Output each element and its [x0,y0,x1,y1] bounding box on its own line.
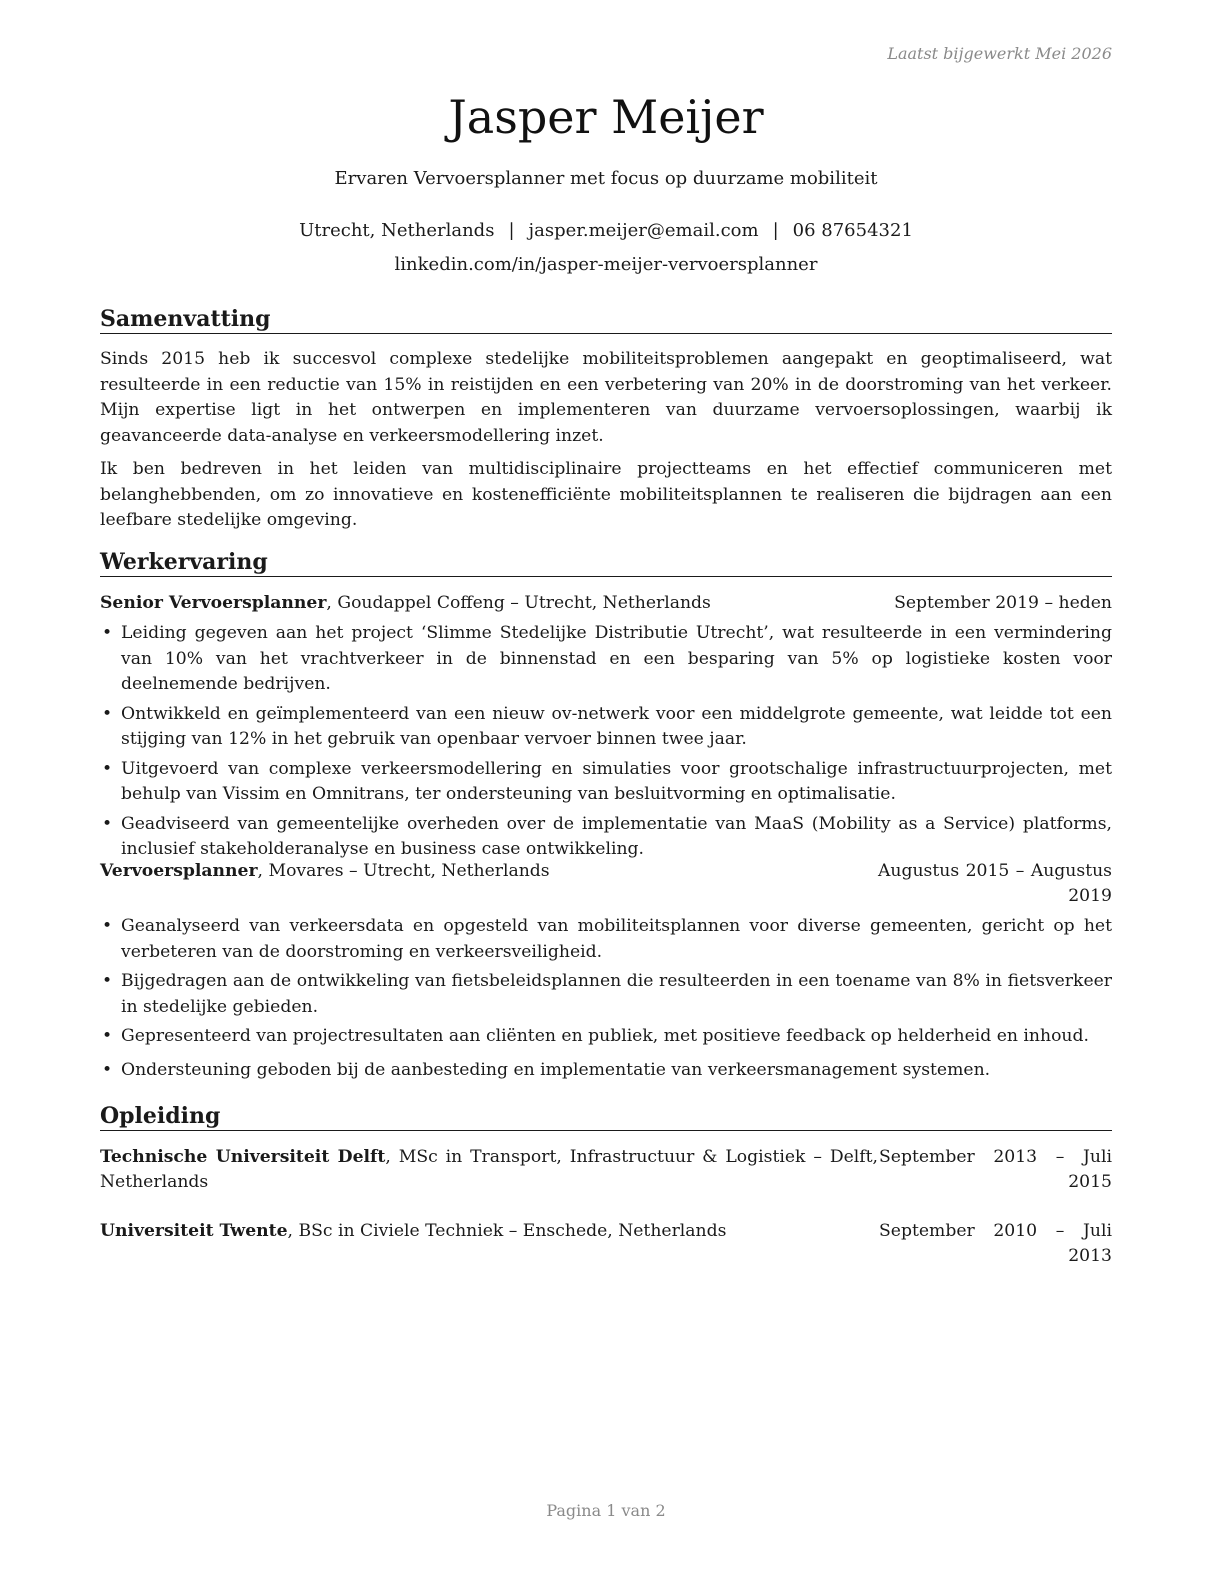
bullet-symbol: • [102,623,113,643]
job-title: Vervoersplanner [100,861,258,881]
contact-separator: | [508,220,515,241]
bullet-symbol: • [102,1026,113,1046]
bullet-text: Geanalyseerd van verkeersdata en opgesteld van mobiliteitsplannen voor diverse gemeenten, gericht op het verbeteren van de doorstroming en verkeersveiligheid. [121,916,1112,962]
list-item [100,969,1112,1020]
bullet-text: Bijgedragen aan de ontwikkeling van fietsbeleidsplannen die resulteerden in een toename van 8% in fietsverkeer in stedelijke gebieden. [121,971,1112,1017]
section-heading-experience: Werkervaring [100,548,1112,577]
list-item [100,702,1112,753]
list-item [100,1024,1112,1050]
education-degree-line [100,1145,878,1195]
bullet-text: Uitgevoerd van complexe verkeersmodellering en simulaties voor grootschalige infrastructuurprojecten, met behulp van Vissim en Omnitrans, ter ondersteuning van besluitvorming en optimalisatie. [121,758,1112,804]
education-institution: Technische Universiteit Delft [100,1147,386,1167]
contact-location: Utrecht, Netherlands [299,220,495,241]
education-institution: Universiteit Twente [100,1221,288,1241]
section-heading-education: Opleiding [100,1102,1112,1131]
job-bullet-list [100,621,1112,867]
job-dates: Augustus 2015 – Augustus 2019 [878,861,1112,906]
bullet-text: Geadviseerd van gemeentelijke overheden over de implementatie van MaaS (Mobility as a Service) platforms, inclusief stakeholderanalyse en business case ontwikkeling. [121,813,1112,859]
education-degree-line [100,1219,878,1244]
education-detail: , BSc in Civiele Techniek – Enschede, Netherlands [287,1221,727,1241]
summary-paragraph: Sinds 2015 heb ik succesvol complexe stedelijke mobiliteitsproblemen aangepakt en geoptimaliseerd, wat resulteerde in een reductie van 15% in reistijden en een verbetering van 20% in de doorstroming van het verkeer. Mijn expertise ligt in het ontwerpen en implementeren van duurzame vervoersoplossingen, waarbij ik geavanceerde data-analyse en verkeersmodellering inzet. [100,349,1112,446]
education-detail: , MSc in Transport, Infrastructuur & Logistiek – Delft, Netherlands [100,1147,878,1192]
bullet-text: Leiding gegeven aan het project ‘Slimme Stedelijke Distributie Utrecht’, wat resulteerde in een vermindering van 10% van het vrachtverkeer in de binnenstad en een besparing van 5% op logistieke kosten voor deelnemende bedrijven. [121,623,1112,694]
list-item [100,621,1112,698]
bullet-symbol: • [102,758,113,779]
candidate-tagline: Ervaren Vervoersplanner met focus op duurzame mobiliteit [334,168,878,189]
bullet-text: Ontwikkeld en geïmplementeerd van een nieuw ov-netwerk voor een middelgrote gemeente, wat leidde tot een stijging van 12% in het gebruik van openbaar vervoer binnen twee jaar. [121,703,1112,749]
job-dates: September 2019 – heden [894,593,1112,613]
job-title-line [100,591,711,616]
job-title: Senior Vervoersplanner [100,593,327,613]
contact-separator: | [772,220,779,241]
last-updated-note: Laatst bijgewerkt Mei 2026 [887,44,1112,63]
job-title-line [100,859,550,884]
bullet-symbol: • [102,703,113,724]
bullet-symbol: • [102,971,113,991]
bullet-text: Ondersteuning geboden bij de aanbesteding en implementatie van verkeersmanagement systemen. [121,1059,991,1080]
list-item [100,1058,1112,1084]
bullet-symbol: • [102,1059,113,1080]
linkedin-link[interactable]: linkedin.com/in/jasper-meijer-vervoersplanner [394,254,818,275]
education-dates: September 2010 – Juli 2013 [879,1221,1112,1266]
contact-phone[interactable]: 06 87654321 [792,220,913,241]
job-employer: , Movares – Utrecht, Netherlands [257,861,550,881]
resume-page [100,0,1112,1584]
section-heading-summary: Samenvatting [100,305,1112,334]
contact-email[interactable]: jasper.meijer@email.com [528,220,759,241]
bullet-symbol: • [102,813,113,834]
summary-paragraph: Ik ben bedreven in het leiden van multidisciplinaire projectteams en het effectief communiceren met belanghebbenden, om zo innovatieve en kostenefficiënte mobiliteitsplannen te realiseren die bijdragen aan een leefbare stedelijke omgeving. [100,459,1112,530]
page-number-footer: Pagina 1 van 2 [546,1501,666,1520]
list-item [100,812,1112,863]
bullet-text: Gepresenteerd van projectresultaten aan cliënten en publiek, met positieve feedback op helderheid en inhoud. [121,1026,1089,1046]
bullet-symbol: • [102,916,113,936]
job-bullet-list [100,914,1112,1087]
candidate-name: Jasper Meijer [448,90,764,144]
job-employer: , Goudappel Coffeng – Utrecht, Netherlands [326,593,711,613]
contact-line [100,219,1112,243]
list-item [100,757,1112,808]
list-item [100,914,1112,965]
education-dates: September 2013 – Juli 2015 [879,1147,1112,1192]
